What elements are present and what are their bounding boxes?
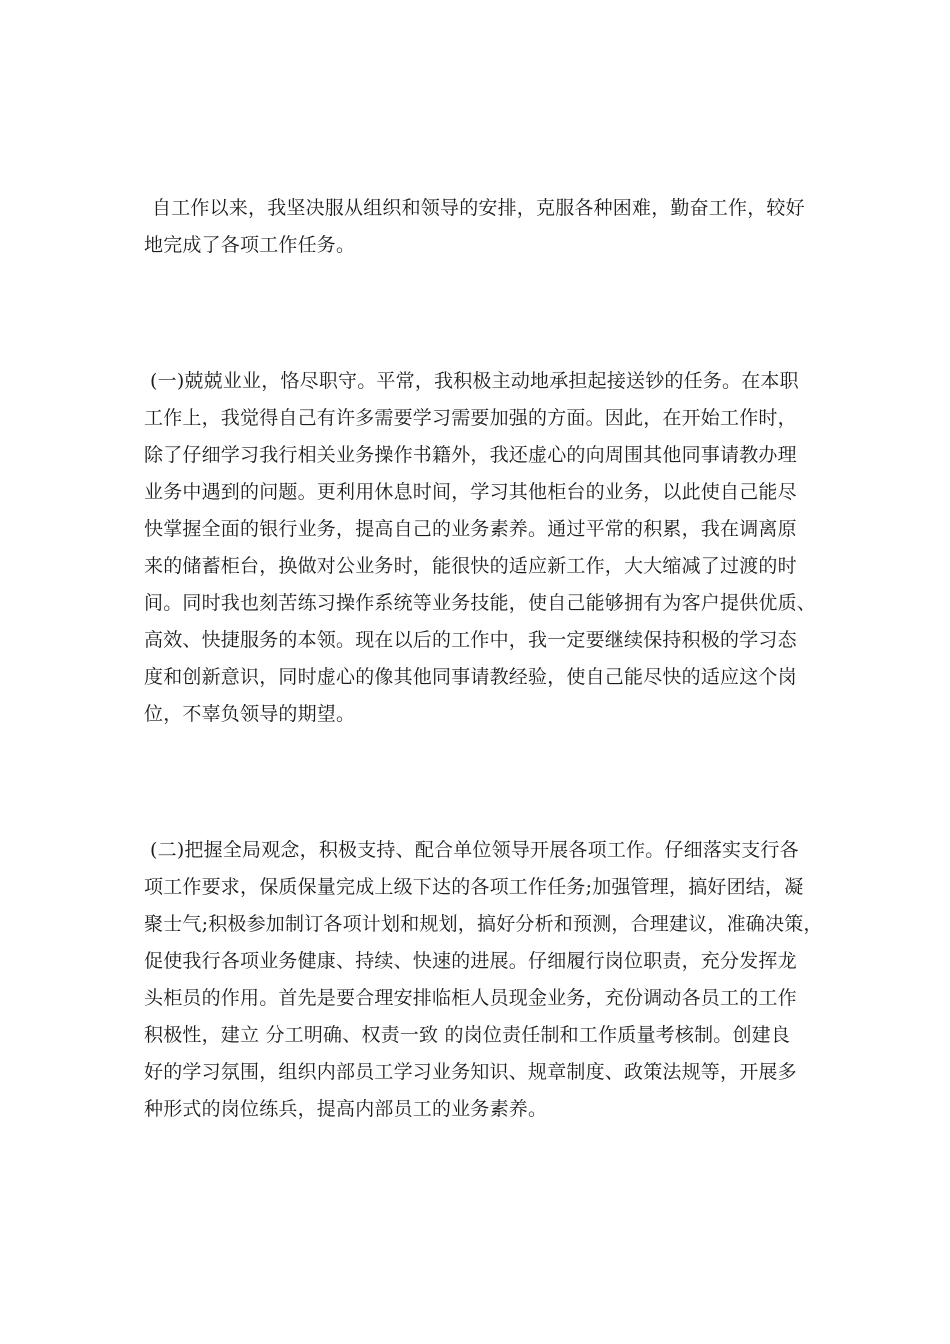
paragraph-line: 积极性，建立 分工明确、权责一致 的岗位责任制和工作质量考核制。创建良 [144,1024,791,1046]
paragraph-line: (一)兢兢业业，恪尽职守。平常，我积极主动地承担起接送钞的任务。在本职 [150,370,799,392]
paragraph-line: 快掌握全面的银行业务，提高自己的业务素养。通过平常的积累，我在调离原 [144,518,797,540]
paragraph-line: 度和创新意识，同时虚心的像其他同事请教经验，使自己能尽快的适应这个岗 [144,666,797,688]
paragraph-line: 好的学习氛围，组织内部员工学习业务知识、规章制度、政策法规等，开展多 [144,1061,797,1083]
paragraph-line: 地完成了各项工作任务。 [144,234,356,256]
paragraph-line: 项工作要求，保质保量完成上级下达的各项工作任务;加强管理，搞好团结，凝 [144,876,804,898]
paragraph-line: 头柜员的作用。首先是要合理安排临柜人员现金业务，充份调动各员工的工作 [144,987,797,1009]
paragraph-line: 业务中遇到的问题。更利用休息时间，学习其他柜台的业务，以此使自己能尽 [144,481,797,503]
paragraph-line: 工作上，我觉得自己有许多需要学习需要加强的方面。因此，在开始工作时， [144,407,797,429]
paragraph-line: 高效、快捷服务的本领。现在以后的工作中，我一定要继续保持积极的学习态 [144,629,797,651]
paragraph-line: 除了仔细学习我行相关业务操作书籍外，我还虚心的向周围其他同事请教办理 [144,444,797,466]
paragraph-line: 来的储蓄柜台，换做对公业务时，能很快的适应新工作，大大缩减了过渡的时 [144,555,797,577]
paragraph-line: 间。同时我也刻苦练习操作系统等业务技能，使自己能够拥有为客户提供优质、 [144,592,817,614]
paragraph-line: 自工作以来，我坚决服从组织和领导的安排，克服各种困难，勤奋工作，较好 [152,197,805,219]
paragraph-line: (二)把握全局观念，积极支持、配合单位领导开展各项工作。仔细落实支行各 [150,839,799,861]
paragraph-line: 种形式的岗位练兵，提高内部员工的业务素养。 [144,1098,548,1120]
paragraph-line: 聚士气;积极参加制订各项计划和规划，搞好分析和预测，合理建议，准确决策， [144,913,823,935]
paragraph-line: 位，不辜负领导的期望。 [144,703,356,725]
paragraph-line: 促使我行各项业务健康、持续、快速的进展。仔细履行岗位职责，充分发挥龙 [144,950,797,972]
